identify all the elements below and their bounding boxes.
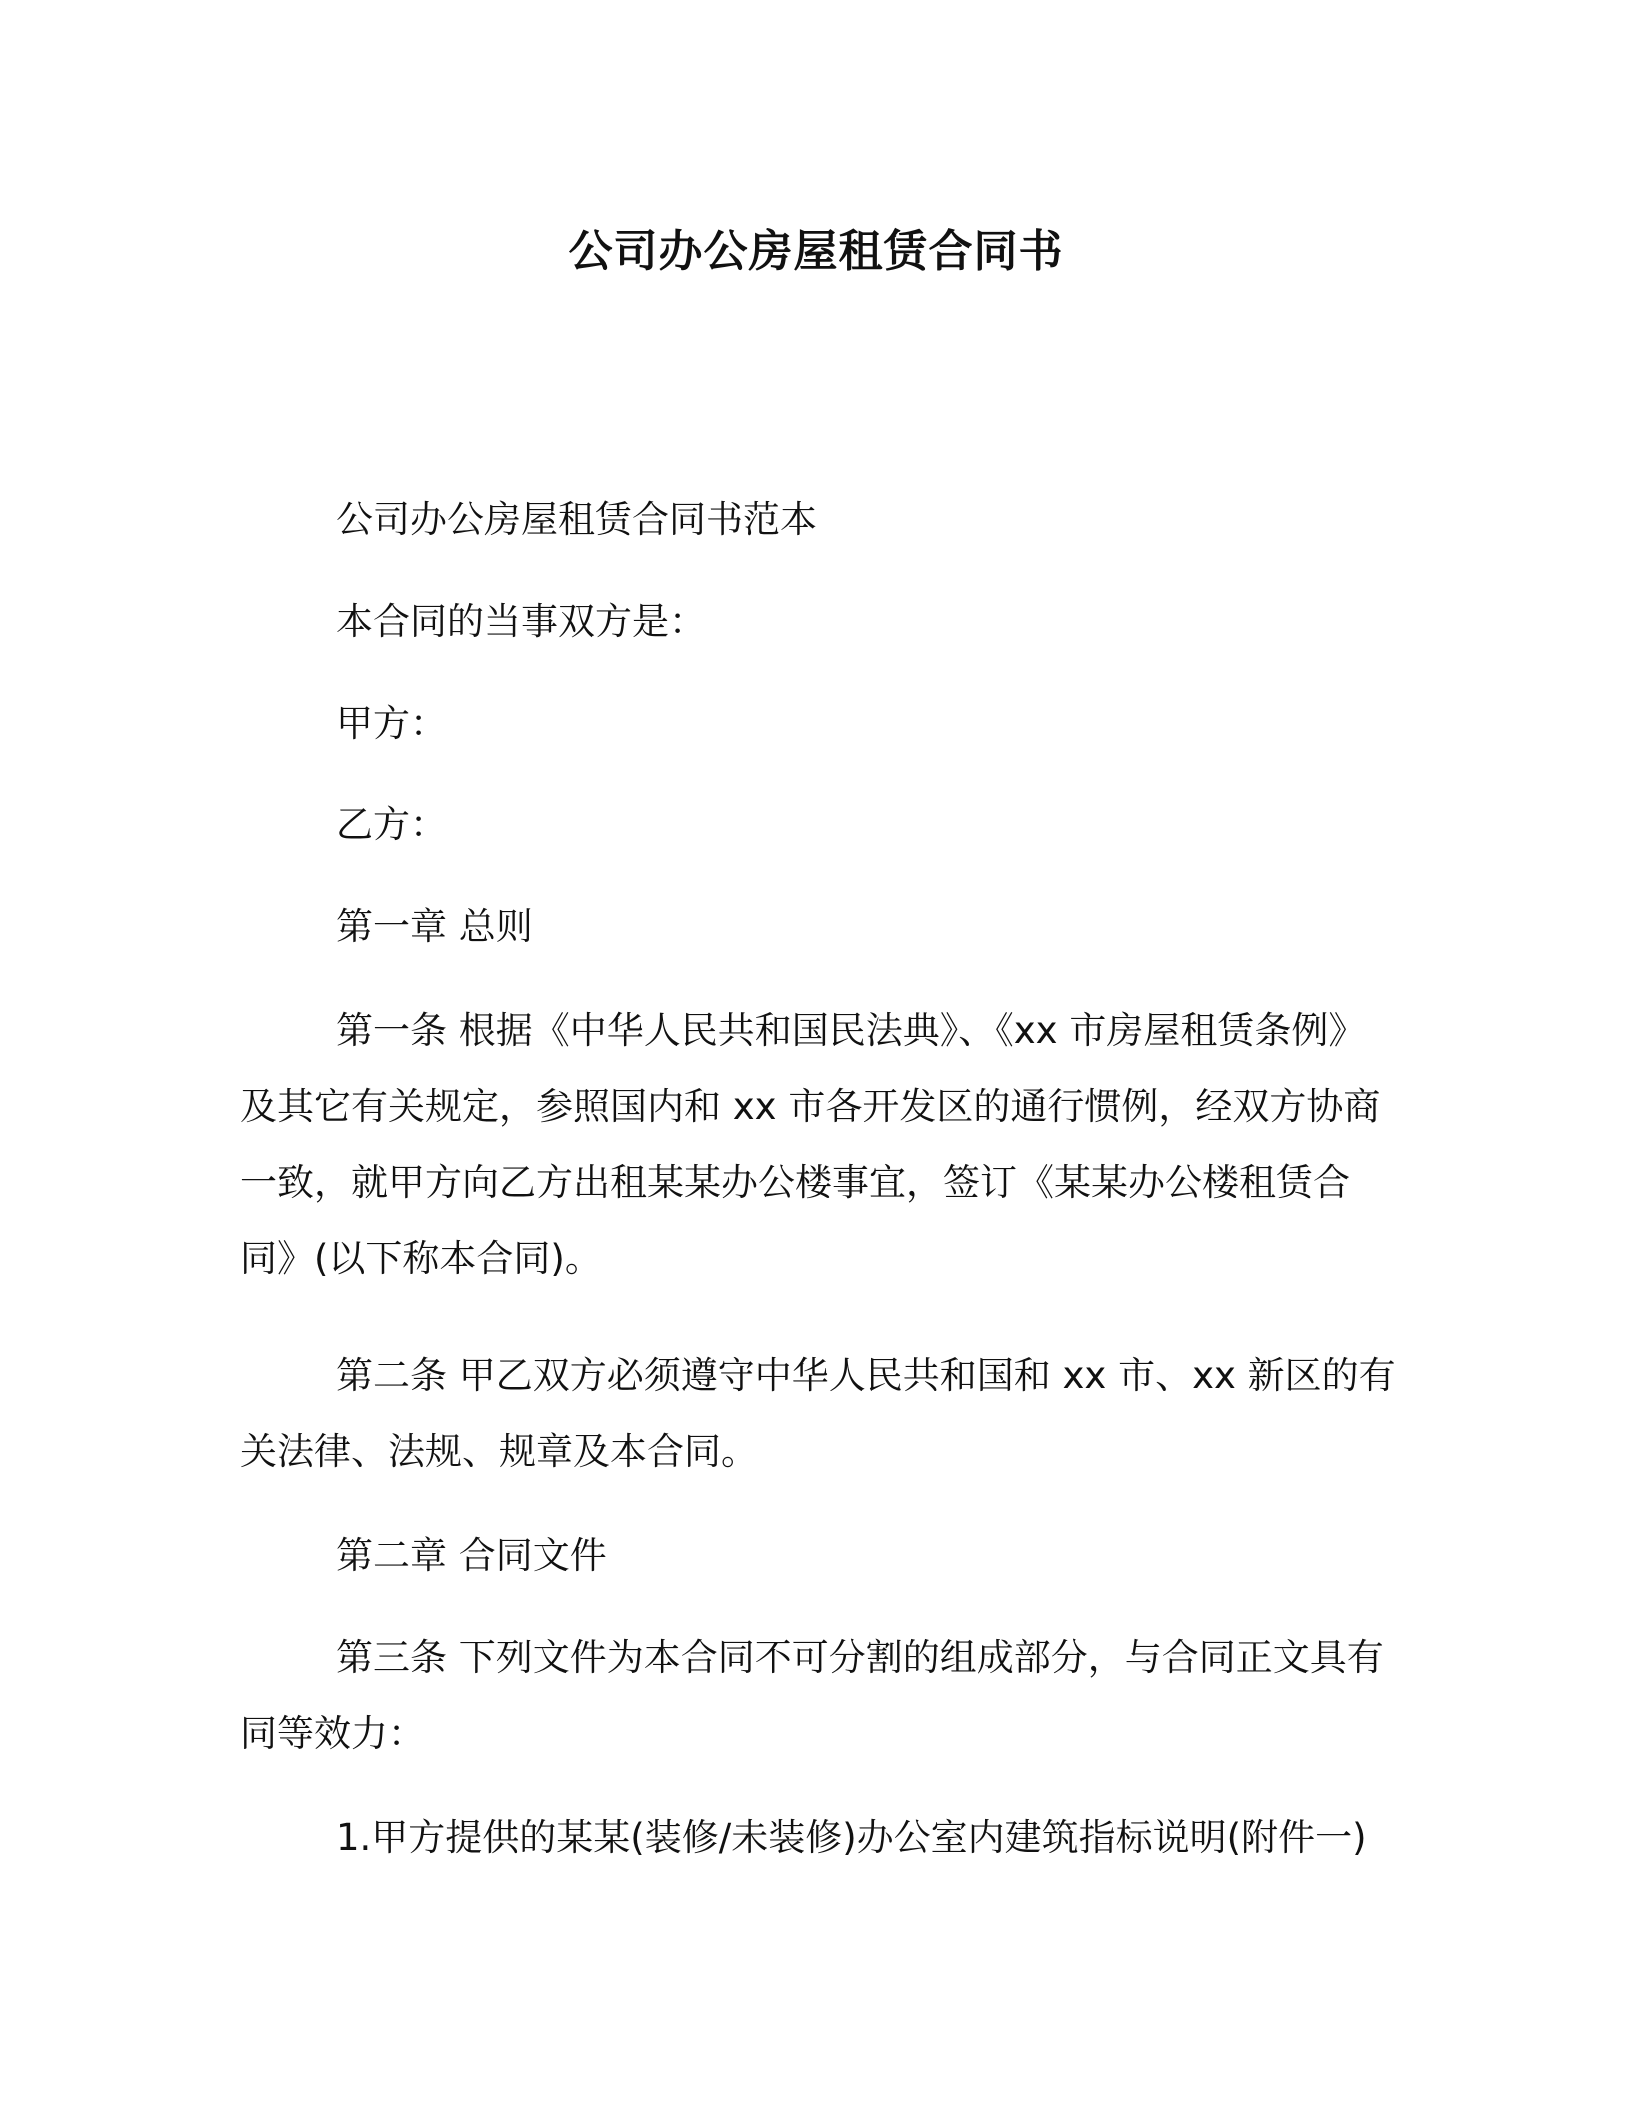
article-2-line: 关法律、法规、规章及本合同。 [240, 1430, 758, 1473]
document-title: 公司办公房屋租赁合同书 [568, 226, 1064, 277]
article-1-line: 同》(以下称本合同)。 [240, 1237, 602, 1280]
article-2 [240, 1338, 1396, 1490]
article-1-line: 及其它有关规定，参照国内和 xx 市各开发区的通行惯例，经双方协商 [240, 1085, 1381, 1128]
party-a-label: 甲方： [336, 702, 447, 745]
list-item-1: 1.甲方提供的某某(装修/未装修)办公室内建筑指标说明(附件一) [336, 1816, 1367, 1859]
article-1 [240, 993, 1390, 1297]
article-3-line: 同等效力： [240, 1712, 425, 1755]
article-3 [240, 1620, 1390, 1772]
parties-intro: 本合同的当事双方是： [336, 600, 706, 643]
document-subtitle: 公司办公房屋租赁合同书范本 [336, 498, 817, 541]
article-2-line: 第二条 甲乙双方必须遵守中华人民共和国和 xx 市、xx 新区的有 [336, 1354, 1396, 1397]
article-1-line: 第一条 根据《中华人民共和国民法典》、《xx 市房屋租赁条例》 [336, 1009, 1366, 1052]
party-b-label: 乙方： [336, 803, 447, 846]
chapter-2-heading: 第二章 合同文件 [336, 1534, 607, 1577]
chapter-1-heading: 第一章 总则 [336, 905, 533, 948]
article-3-line: 第三条 下列文件为本合同不可分割的组成部分，与合同正文具有 [336, 1636, 1384, 1679]
article-1-line: 一致，就甲方向乙方出租某某办公楼事宜，签订《某某办公楼租赁合 [240, 1161, 1350, 1204]
